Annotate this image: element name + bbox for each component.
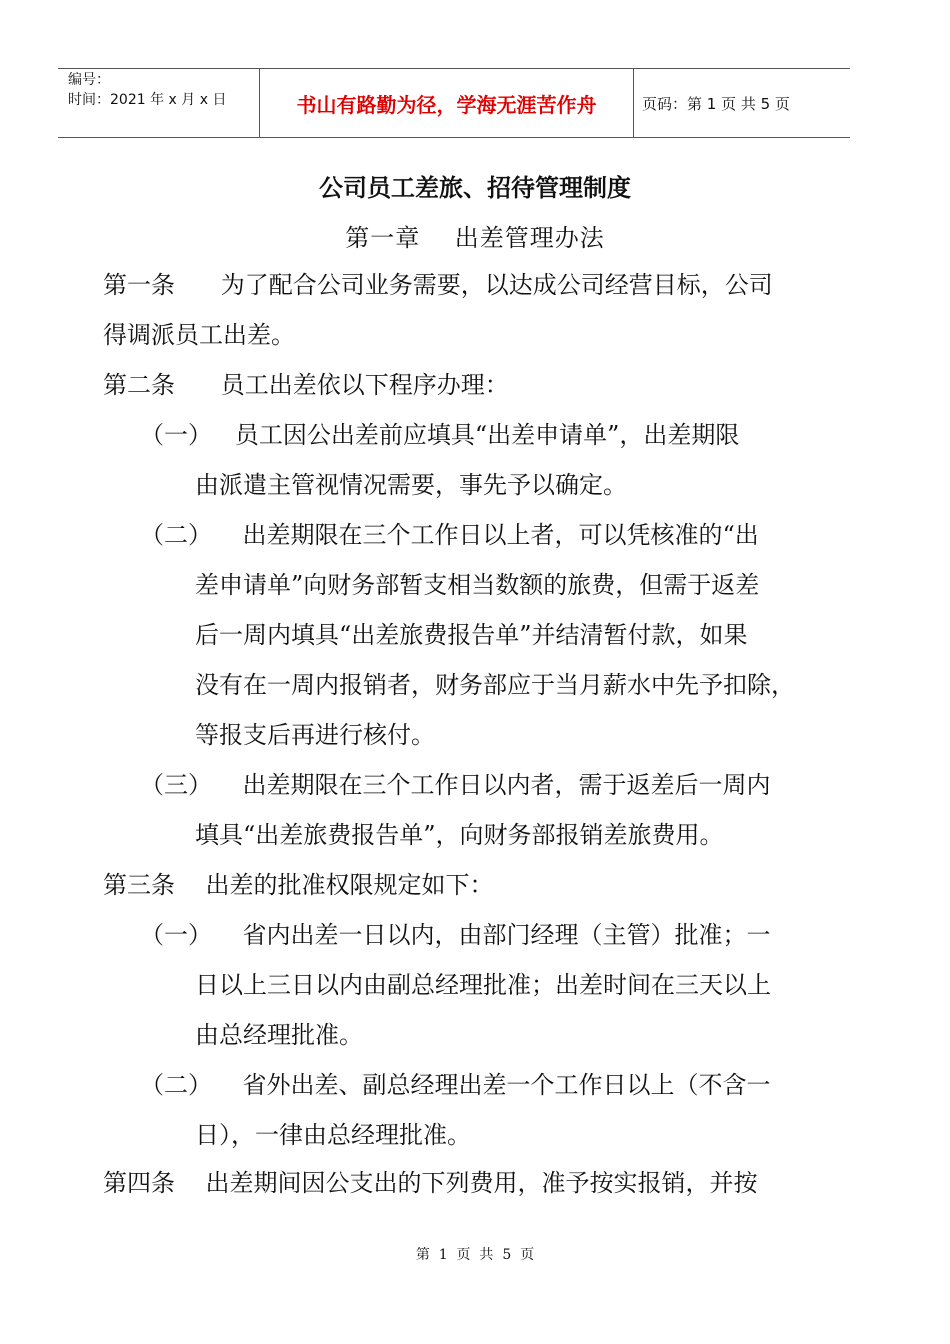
body-line: 没有在一周内报销者，财务部应于当月薪水中先予扣除， bbox=[195, 671, 795, 699]
page-footer: 第 1 页 共 5 页 bbox=[415, 1247, 535, 1263]
header-divider bbox=[633, 69, 634, 137]
header-page-info: 页码：第 1 页 共 5 页 bbox=[642, 94, 790, 113]
document-title: 公司员工差旅、招待管理制度 bbox=[319, 174, 631, 202]
body-line: 第三条 出差的批准权限规定如下： bbox=[103, 871, 494, 899]
body-line: （三） 出差期限在三个工作日以内者，需于返差后一周内 bbox=[140, 771, 771, 799]
body-line: 差申请单”向财务部暂支相当数额的旅费，但需于返差 bbox=[195, 571, 760, 599]
body-line: 日以上三日以内由副总经理批准；出差时间在三天以上 bbox=[195, 971, 771, 999]
header-motto: 书山有路勤为径，学海无涯苦作舟 bbox=[296, 92, 597, 117]
body-line: （二） 出差期限在三个工作日以上者，可以凭核准的“出 bbox=[140, 521, 759, 549]
body-line: 等报支后再进行核付。 bbox=[195, 721, 435, 749]
body-line: 第四条 出差期间因公支出的下列费用，准予按实报销，并按 bbox=[103, 1169, 758, 1197]
header-meta-cell bbox=[58, 69, 258, 137]
body-line: （一） 员工因公出差前应填具“出差申请单”，出差期限 bbox=[140, 421, 740, 449]
chapter-heading: 第一章 出差管理办法 bbox=[345, 224, 605, 252]
body-line: 第一条 为了配合公司业务需要，以达成公司经营目标，公司 bbox=[103, 271, 773, 299]
header-table bbox=[58, 68, 850, 138]
document-time-label: 时间：2021 年 x 月 x 日 bbox=[68, 92, 227, 108]
body-line: 得调派员工出差。 bbox=[103, 321, 295, 349]
body-line: 第二条 员工出差依以下程序办理： bbox=[103, 371, 509, 399]
body-line: 由总经理批准。 bbox=[195, 1021, 363, 1049]
body-line: 后一周内填具“出差旅费报告单”并结清暂付款，如果 bbox=[195, 621, 748, 649]
body-line: 日），一律由总经理批准。 bbox=[195, 1121, 471, 1149]
body-line: 填具“出差旅费报告单”，向财务部报销差旅费用。 bbox=[195, 821, 724, 849]
body-line: 由派遣主管视情况需要，事先予以确定。 bbox=[195, 471, 627, 499]
body-line: （二） 省外出差、副总经理出差一个工作日以上（不含一 bbox=[140, 1071, 771, 1099]
document-number-label: 编号： bbox=[68, 72, 110, 88]
body-line: （一） 省内出差一日以内，由部门经理（主管）批准；一 bbox=[140, 921, 771, 949]
